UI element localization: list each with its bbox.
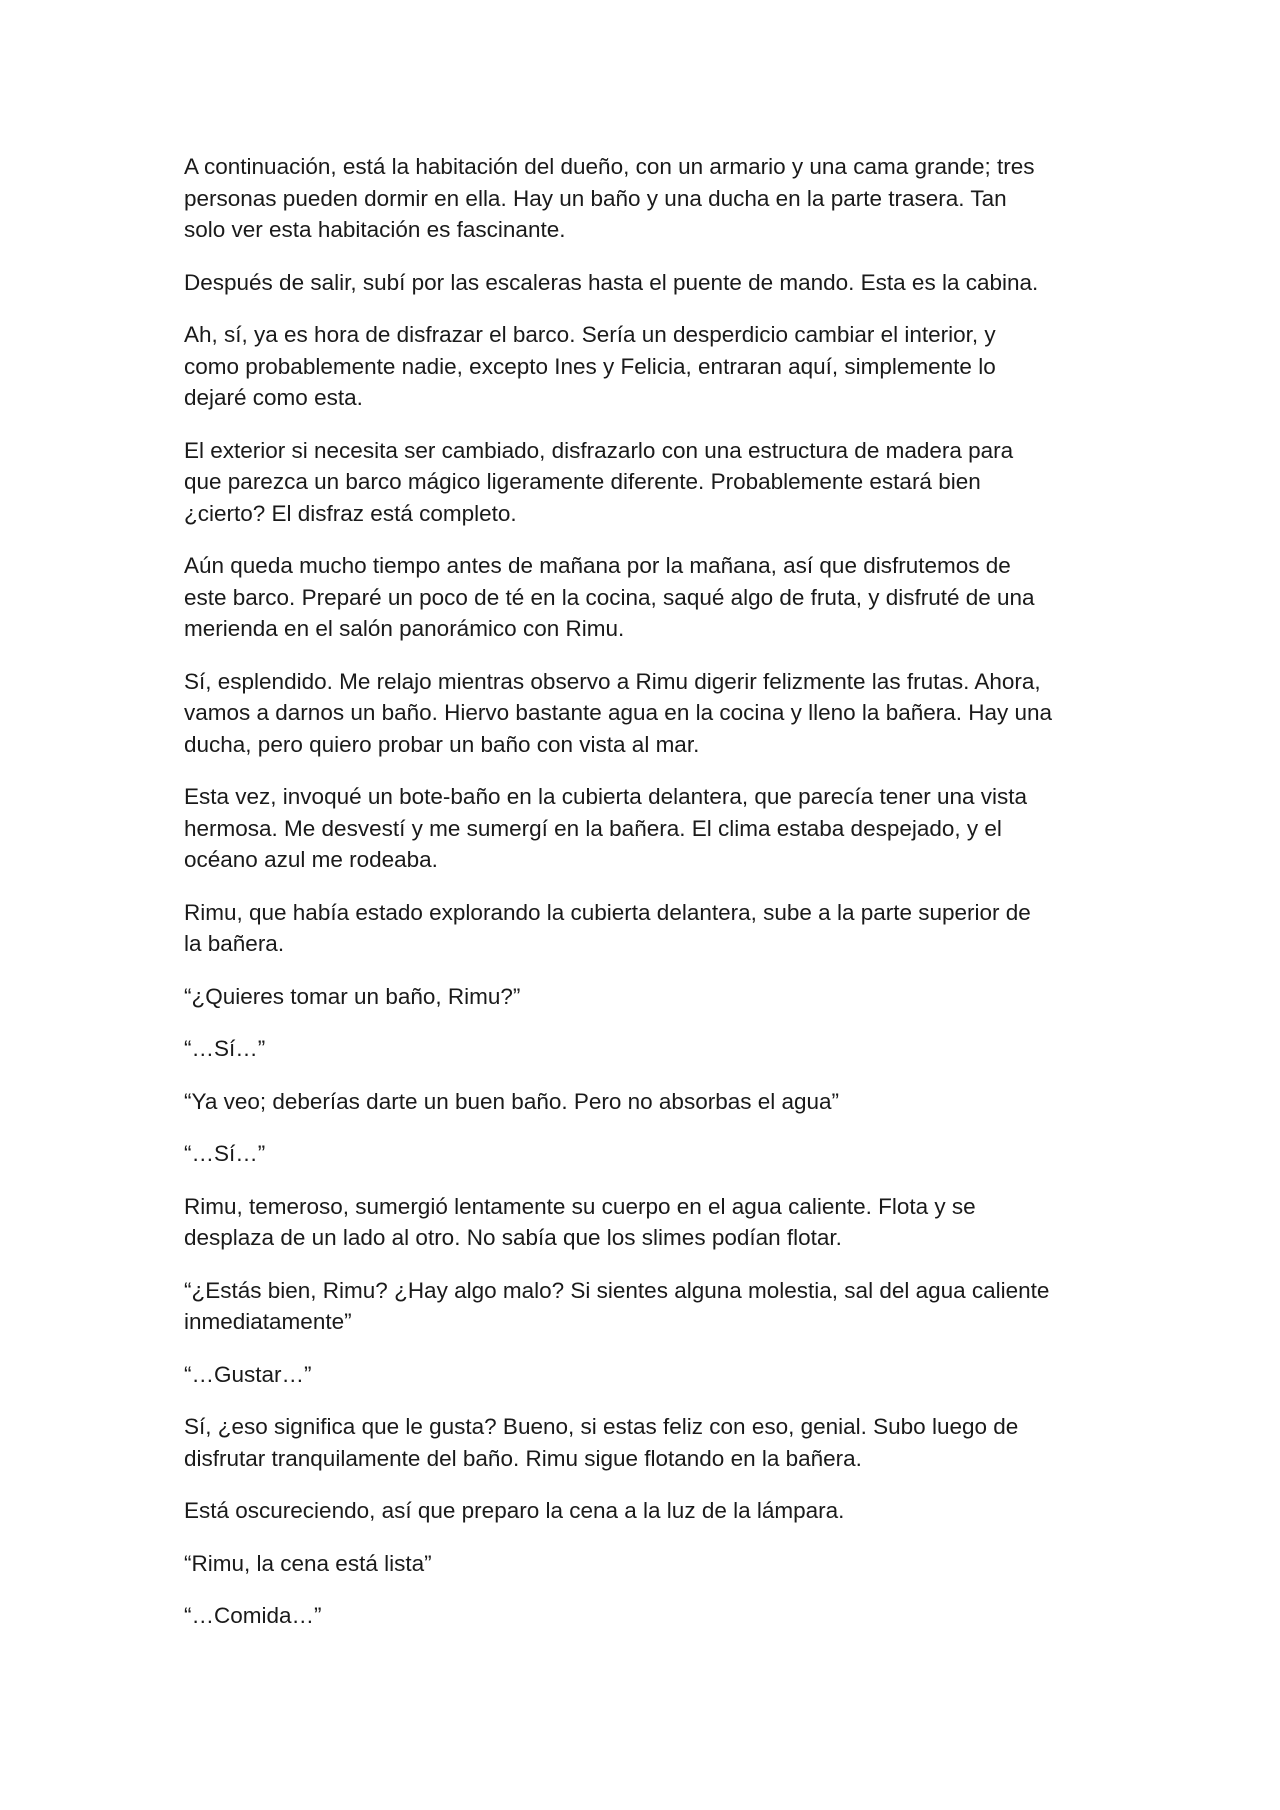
- text-line: “¿Quieres tomar un baño, Rimu?”: [184, 983, 521, 1009]
- text-line: Ah, sí, ya es hora de disfrazar el barco. Sería un desperdicio cambiar el interior, y: [184, 322, 996, 347]
- text-line: desplaza de un lado al otro. No sabía que los slimes podían flotar.: [184, 1225, 842, 1250]
- text-line: Rimu, que había estado explorando la cubierta delantera, sube a la parte superior de: [184, 899, 1031, 925]
- text-line: Esta vez, invoqué un bote-baño en la cubierta delantera, que parecía tener una vista: [184, 784, 1028, 809]
- text-line: vamos a darnos un baño. Hiervo bastante agua en la cocina y lleno la bañera. Hay una: [184, 700, 1053, 725]
- text-line: El exterior si necesita ser cambiado, disfrazarlo con una estructura de madera para: [184, 437, 1014, 463]
- text-line: Aún queda mucho tiempo antes de mañana por la mañana, así que disfrutemos de: [184, 553, 1011, 578]
- paragraph: [184, 1359, 1124, 1391]
- paragraph: [184, 781, 1124, 876]
- paragraph: [184, 1495, 1124, 1527]
- paragraph: [184, 1548, 1124, 1580]
- paragraph: [184, 1086, 1124, 1118]
- text-line: “…Comida…”: [184, 1603, 322, 1628]
- text-line: “…Sí…”: [184, 1141, 266, 1166]
- document-page: [184, 151, 1124, 1653]
- text-line: “Ya veo; deberías darte un buen baño. Pero no absorbas el agua”: [184, 1088, 840, 1114]
- paragraph: [184, 666, 1124, 761]
- text-line: dejaré como esta.: [184, 385, 363, 410]
- paragraph: [184, 151, 1124, 246]
- paragraph: [184, 550, 1124, 645]
- text-line: Sí, ¿eso significa que le gusta? Bueno, si estas feliz con eso, genial. Subo luego de: [184, 1414, 1019, 1439]
- paragraph: [184, 897, 1124, 960]
- paragraph: [184, 1191, 1124, 1254]
- paragraph: [184, 1275, 1124, 1338]
- text-line: “…Sí…”: [184, 1036, 266, 1061]
- text-line: hermosa. Me desvestí y me sumergí en la bañera. El clima estaba despejado, y el: [184, 815, 1002, 841]
- text-line: ducha, pero quiero probar un baño con vista al mar.: [184, 731, 700, 757]
- text-line: Rimu, temeroso, sumergió lentamente su cuerpo en el agua caliente. Flota y se: [184, 1193, 976, 1219]
- text-line: A continuación, está la habitación del dueño, con un armario y una cama grande; tres: [184, 154, 1035, 179]
- paragraph: [184, 1138, 1124, 1170]
- paragraph: [184, 981, 1124, 1013]
- paragraph: [184, 267, 1124, 299]
- text-line: Está oscureciendo, así que preparo la cena a la luz de la lámpara.: [184, 1498, 845, 1523]
- text-line: océano azul me rodeaba.: [184, 847, 438, 872]
- text-line: solo ver esta habitación es fascinante.: [184, 217, 566, 242]
- paragraph: [184, 1411, 1124, 1474]
- text-line: merienda en el salón panorámico con Rimu.: [184, 616, 625, 641]
- text-line: “Rimu, la cena está lista”: [184, 1550, 432, 1576]
- text-line: que parezca un barco mágico ligeramente diferente. Probablemente estará bien: [184, 469, 981, 494]
- text-line: Sí, esplendido. Me relajo mientras observo a Rimu digerir felizmente las frutas. Ahora,: [184, 668, 1041, 694]
- text-line: como probablemente nadie, excepto Ines y Felicia, entraran aquí, simplemente lo: [184, 353, 996, 379]
- text-line: inmediatamente”: [184, 1309, 352, 1334]
- paragraph: [184, 1033, 1124, 1065]
- text-line: disfrutar tranquilamente del baño. Rimu sigue flotando en la bañera.: [184, 1445, 862, 1471]
- paragraph: [184, 1600, 1124, 1632]
- paragraph: [184, 435, 1124, 530]
- text-line: la bañera.: [184, 931, 285, 956]
- text-line: este barco. Preparé un poco de té en la cocina, saqué algo de fruta, y disfruté de una: [184, 584, 1035, 610]
- text-line: ¿cierto? El disfraz está completo.: [184, 500, 517, 526]
- text-line: “…Gustar…”: [184, 1361, 312, 1387]
- paragraph: [184, 319, 1124, 414]
- text-line: Después de salir, subí por las escaleras hasta el puente de mando. Esta es la cabina.: [184, 269, 1039, 295]
- text-line: “¿Estás bien, Rimu? ¿Hay algo malo? Si sientes alguna molestia, sal del agua caliente: [184, 1277, 1050, 1303]
- text-line: personas pueden dormir en ella. Hay un baño y una ducha en la parte trasera. Tan: [184, 185, 1007, 211]
